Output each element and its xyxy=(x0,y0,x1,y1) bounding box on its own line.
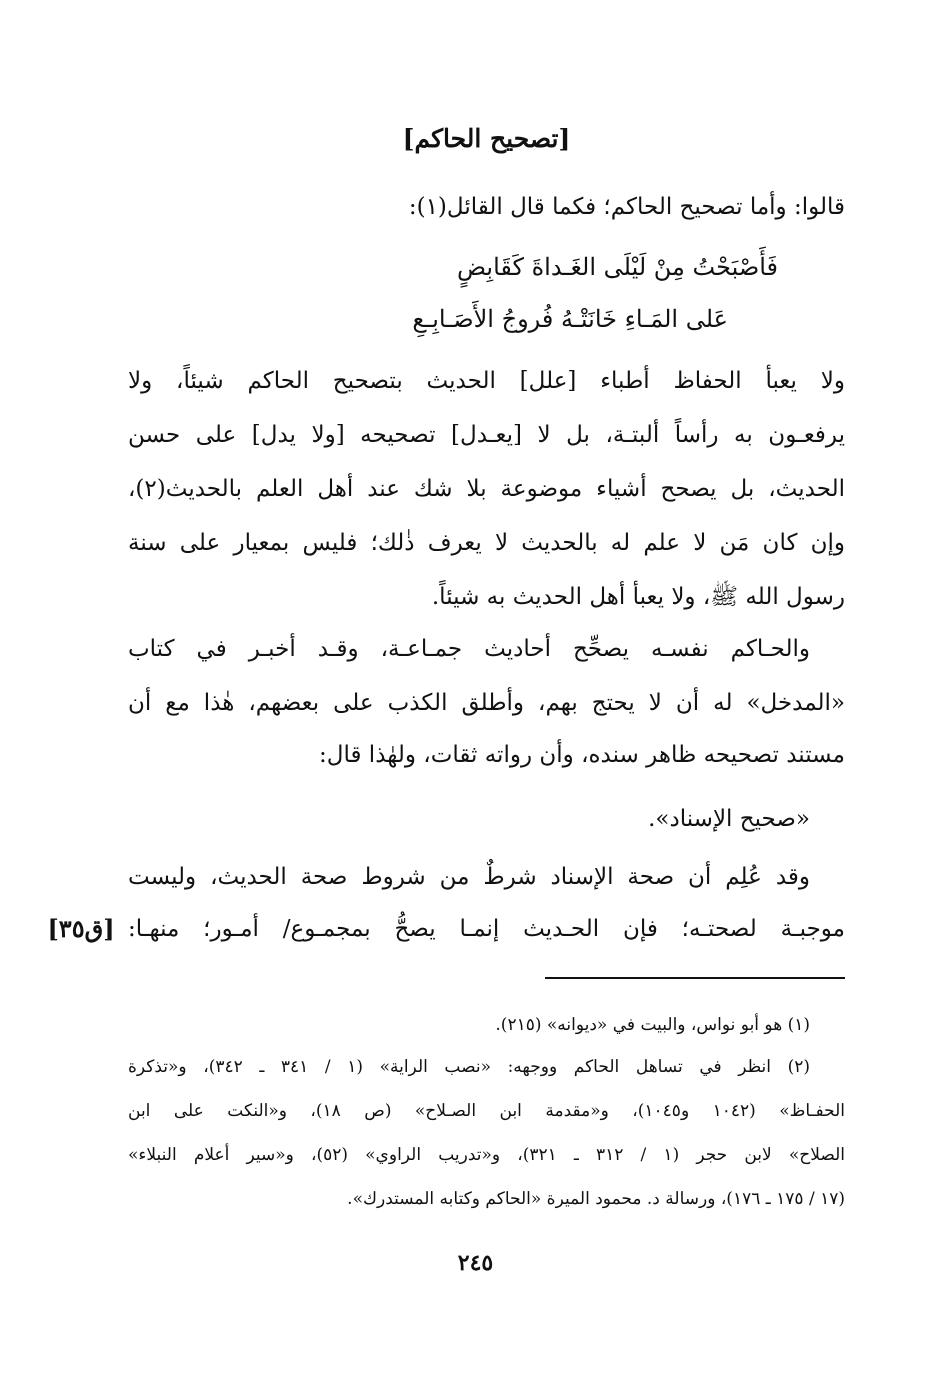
footnote-2-line-3: الصلاح» لابن حجر (١ / ٣١٢ ـ ٣٢١)، و«تدريب الراوي» (٥٢)، و«سير أعلام النبلاء» xyxy=(128,1145,845,1165)
paragraph-1-line-2: يرفعـون به رأساً ألبتـة، بل لا [يعـدل] تصحيحه [ولا يدل] على حسن xyxy=(128,422,845,448)
section-heading: [تصحيح الحاكم] xyxy=(402,124,571,153)
paragraph-2-line-3: مستند تصحيحه ظاهر سنده، وأن رواته ثقات، ولهٰذا قال: xyxy=(319,742,845,768)
footnote-separator xyxy=(545,977,845,979)
page-number: ٢٤٥ xyxy=(457,1250,494,1276)
paragraph-2-line-1: والحـاكم نفسـه يصحِّح أحاديث جمـاعـة، وقـد أخبـر في كتاب xyxy=(128,636,810,662)
paragraph-4-line-1: وقد عُلِم أن صحة الإسناد شرطٌ من شروط صحة الحديث، وليست xyxy=(128,864,810,890)
manuscript-folio-marker: [ق٣٥] xyxy=(47,914,115,943)
paragraph-1-line-1: ولا يعبأ الحفاظ أطباء [علل] الحديث بتصحيح الحاكم شيئاً، ولا xyxy=(128,368,845,394)
paragraph-1-line-3: الحديث، بل يصحح أشياء موضوعة بلا شك عند أهل العلم بالحديث(٢)، xyxy=(128,476,845,502)
paragraph-3: «صحيح الإسناد». xyxy=(648,806,810,832)
paragraph-1-line-4: وإن كان مَن لا علم له بالحديث لا يعرف ذٰلك؛ فليس بمعيار على سنة xyxy=(128,530,845,556)
paragraph-2-line-2: «المدخل» له أن لا يحتج بهم، وأطلق الكذب على بعضهم، هٰذا مع أن xyxy=(128,690,845,716)
footnote-1: (١) هو أبو نواس، والبيت في «ديوانه» (٢١٥). xyxy=(495,1015,810,1035)
footnote-2-line-4: (١٧ / ١٧٥ ـ ١٧٦)، ورسالة د. محمود الميرة «الحاكم وكتابه المستدرك». xyxy=(347,1189,845,1209)
footnote-2-line-2: الحفـاظ» (١٠٤٢ و١٠٤٥)، و«مقدمة ابن الصـلاح» (ص ١٨)، و«النكت على ابن xyxy=(128,1101,845,1121)
verse-line-2: عَلى المَـاءِ خَانَتْـهُ فُروجُ الأَصَـابِـعِ xyxy=(412,305,728,333)
paragraph-4-line-2: موجبـة لصحتـه؛ فإن الحـديث إنمـا يصحُّ بمجمـوع/ أمـور؛ منهـا: xyxy=(128,916,845,942)
verse-line-1: فَأَصْبَحْتُ مِنْ لَيْلَى الغَـداةَ كَقَابِضٍ xyxy=(457,253,778,281)
footnote-2-line-1: (٢) انظر في تساهل الحاكم ووجهه: «نصب الراية» (١ / ٣٤١ ـ ٣٤٢)، و«تذكرة xyxy=(128,1057,810,1077)
paragraph-1-line-5: رسول الله ﷺ، ولا يعبأ أهل الحديث به شيئاً. xyxy=(431,584,845,610)
intro-line: قالوا: وأما تصحيح الحاكم؛ فكما قال القائل(١): xyxy=(408,194,845,220)
